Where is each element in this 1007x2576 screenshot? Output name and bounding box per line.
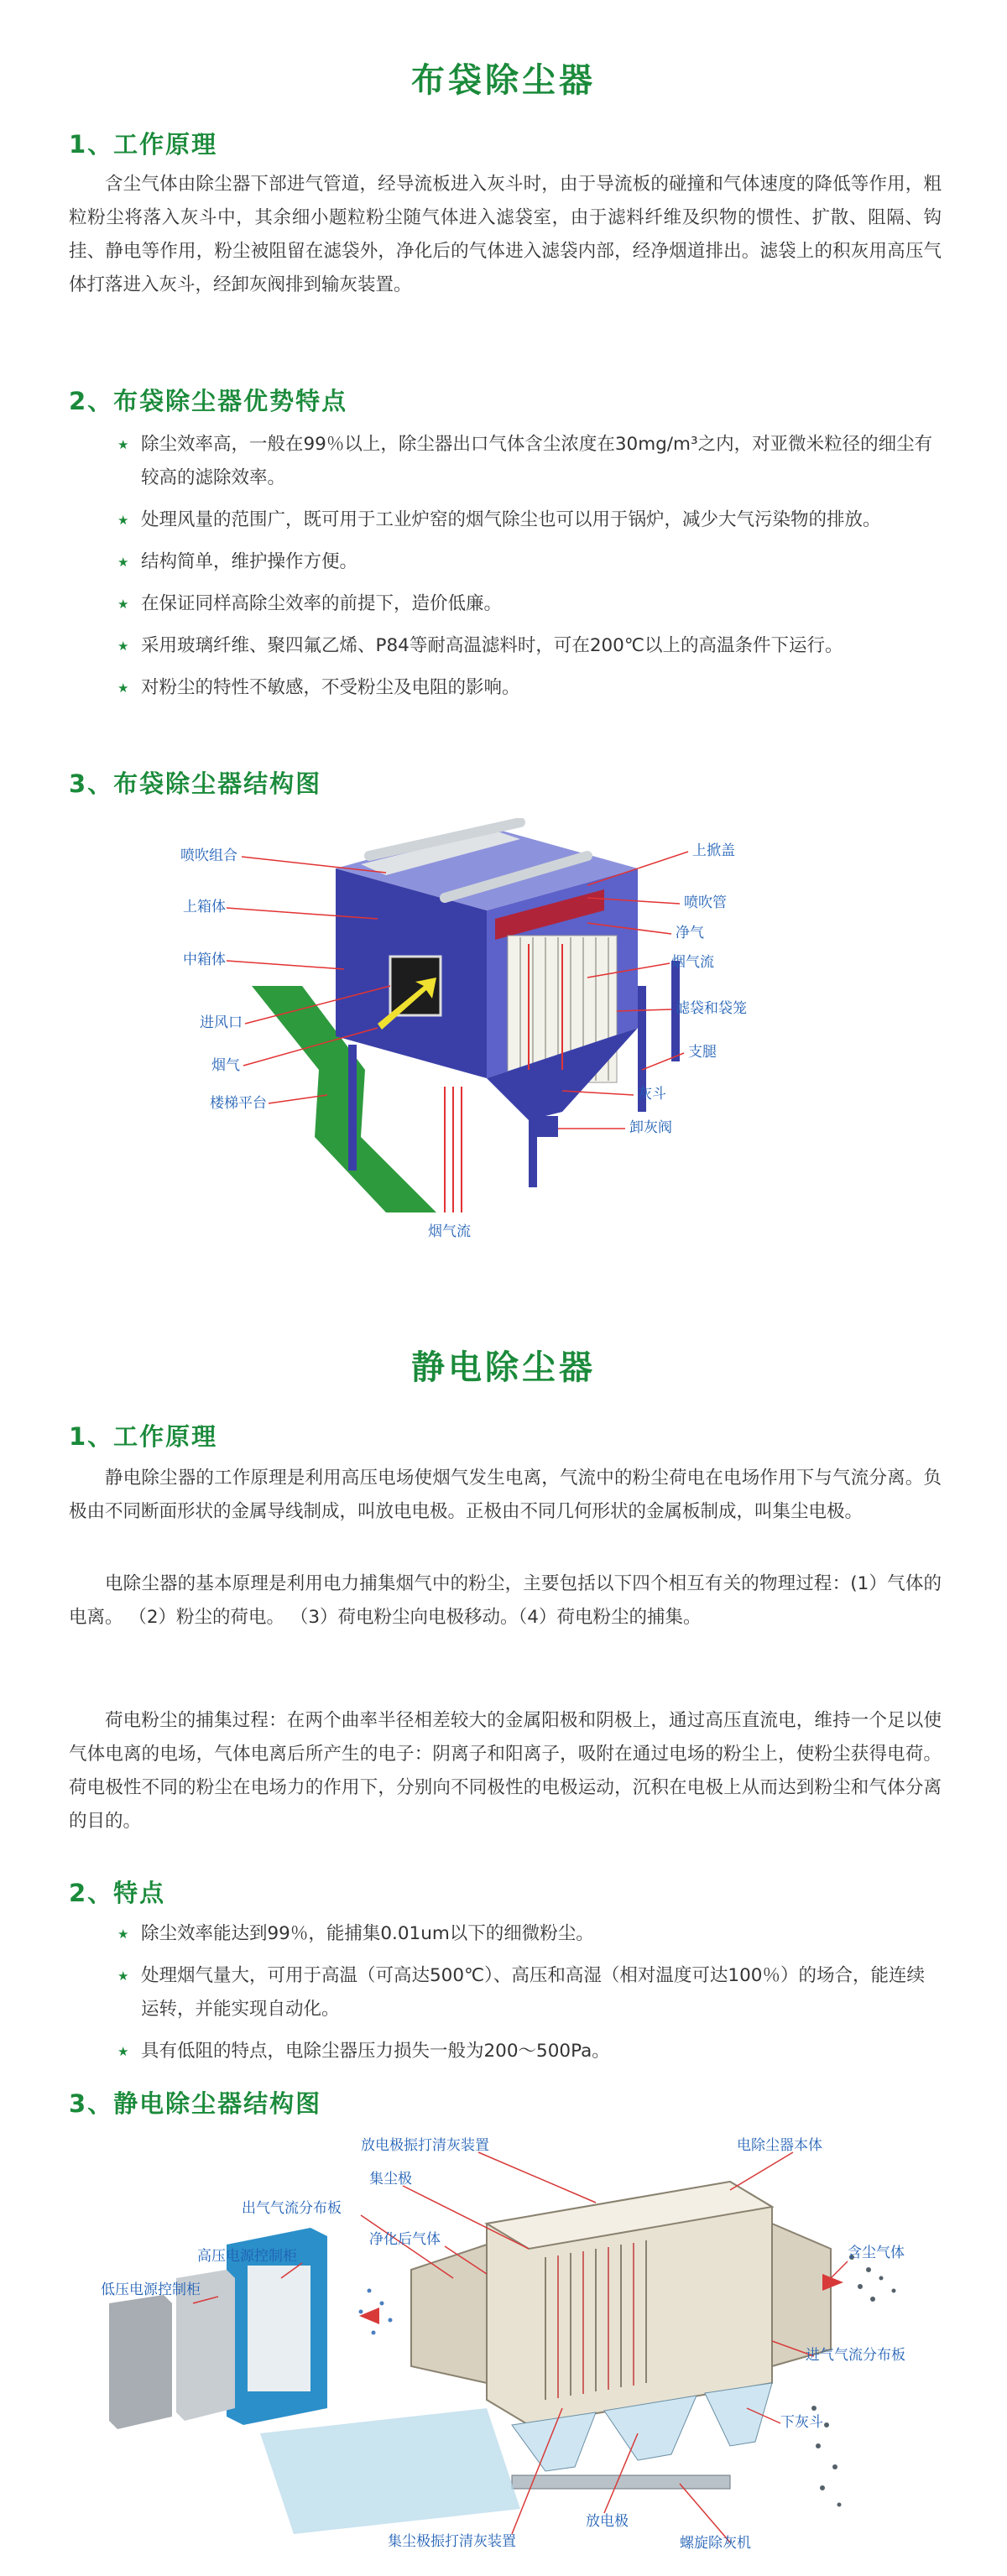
label-hv-cabinet: 高压电源控制柜 xyxy=(197,2248,297,2265)
list-item: ★ 除尘效率能达到99％，能捕集0.01um以下的细微粉尘。 xyxy=(117,1917,940,1951)
hv-cabinet-panel xyxy=(248,2266,310,2391)
star-icon: ★ xyxy=(117,555,129,570)
label-smoke: 烟气 xyxy=(211,1057,240,1074)
label-collector: 集尘极 xyxy=(369,2171,412,2188)
label-filter-bag: 滤袋和袋笼 xyxy=(676,1000,747,1017)
esp-principle-text-1: 静电除尘器的工作原理是利用高压电场使烟气发生电离，气流中的粉尘荷电在电场作用下与气流分离。负极由不同断面形状的金属导线制成，叫放电电极。正极由不同几何形状的金属板制成，叫集尘电极。 xyxy=(69,1468,942,1522)
list-item: ★ 采用玻璃纤维、聚四氟乙烯、P84等耐高温滤料时，可在200℃以上的高温条件下运行。 xyxy=(117,629,940,663)
label-smoke-flow: 烟气流 xyxy=(671,954,714,971)
bag-advantages-heading: 2、布袋除尘器优势特点 xyxy=(69,387,348,415)
star-icon: ★ xyxy=(117,681,129,696)
list-item: ★ 处理烟气量大，可用于高温（可高达500℃）、高压和高湿（相对温度可达100％）的场合，能连续运转，并能实现自动化。 xyxy=(117,1959,940,2026)
star-icon: ★ xyxy=(117,639,129,654)
label-discharge-valve: 卸灰阀 xyxy=(629,1119,672,1136)
label-body: 电除尘器本体 xyxy=(737,2137,822,2154)
label-upper-box: 上箱体 xyxy=(183,899,226,915)
label-discharge-electrode: 放电极 xyxy=(586,2513,629,2530)
label-screw: 螺旋除灰机 xyxy=(680,2535,751,2551)
star-icon: ★ xyxy=(117,1927,129,1942)
esp-title: 静电除尘器 xyxy=(411,1348,596,1387)
label-smoke-flow-bottom: 烟气流 xyxy=(428,1223,471,1240)
esp-principle-heading: 1、工作原理 xyxy=(69,1422,218,1451)
esp-features-list xyxy=(117,1917,940,2077)
star-icon: ★ xyxy=(117,2044,129,2059)
star-icon: ★ xyxy=(117,597,129,612)
label-dusty-gas: 含尘气体 xyxy=(848,2245,905,2261)
bag-principle-text: 含尘气体由除尘器下部进气管道，经导流板进入灰斗时，由于导流板的碰撞和气体速度的降低等作用，粗粒粉尘将落入灰斗中，其余细小题粒粉尘随气体进入滤袋室，由于滤料纤维及织物的惯性、扩散、阻隔、钩挂、静电等作用，粉尘被阻留在滤袋外，净化后的气体进入滤袋内部，经净烟道排出。滤袋上的积灰用高压气体打落进入灰斗，经卸灰阀排到输灰装置。 xyxy=(69,174,942,295)
list-item: ★ 具有低阻的特点，电除尘器压力损失一般为200～500Pa。 xyxy=(117,2035,940,2068)
support-leg xyxy=(348,1045,357,1171)
label-lv-cabinet: 低压电源控制柜 xyxy=(101,2281,201,2298)
label-middle-box: 中箱体 xyxy=(183,952,226,968)
esp-diagram xyxy=(92,2131,940,2551)
label-clean-gas: 净化后气体 xyxy=(369,2231,441,2248)
label-spray-pipe: 喷吹管 xyxy=(684,894,727,911)
label-outlet-plate: 出气气流分布板 xyxy=(242,2200,342,2217)
esp-diagram-heading: 3、静电除尘器结构图 xyxy=(69,2089,322,2118)
list-item: ★ 在保证同样高除尘效率的前提下，造价低廉。 xyxy=(117,587,940,621)
label-stair: 楼梯平台 xyxy=(210,1095,267,1112)
bag-advantages-list xyxy=(117,428,940,713)
bag-title: 布袋除尘器 xyxy=(411,61,596,100)
base-platform xyxy=(260,2408,520,2534)
star-icon: ★ xyxy=(117,513,129,528)
list-item: ★ 对粉尘的特性不敏感，不受粉尘及电阻的影响。 xyxy=(117,671,940,705)
list-item: ★ 处理风量的范围广，既可用于工业炉窑的烟气除尘也可以用于锅炉，减少大气污染物的排放。 xyxy=(117,503,940,537)
outlet-horn xyxy=(411,2245,487,2383)
star-icon: ★ xyxy=(117,437,129,452)
bag-principle-heading: 1、工作原理 xyxy=(69,130,218,159)
label-collector-rapper: 集尘极振打清灰装置 xyxy=(388,2533,516,2550)
label-clean-gas: 净气 xyxy=(676,925,704,941)
bag-diagram-heading: 3、布袋除尘器结构图 xyxy=(69,769,322,798)
esp-principle-text-3: 荷电粉尘的捕集过程：在两个曲率半径相差较大的金属阳极和阴极上，通过高压直流电，维持一个足以使气体电离的电场，气体电离后所产生的电子：阴离子和阳离子，吸附在通过电场的粉尘上，使粉尘获得电荷。荷电极性不同的粉尘在电场力的作用下，分别向不同极性的电极运动，沉积在电极上从而达到粉尘和气体分离的目的。 xyxy=(69,1710,942,1832)
list-item: ★ 结构简单，维护操作方便。 xyxy=(117,545,940,579)
label-spray: 喷吹组合 xyxy=(180,847,237,864)
label-inlet: 进风口 xyxy=(200,1014,243,1031)
label-top-cover: 上掀盖 xyxy=(692,842,735,859)
label-inlet-plate: 进气气流分布板 xyxy=(806,2347,905,2364)
bag-filter-diagram xyxy=(168,818,856,1263)
label-hopper: 下灰斗 xyxy=(780,2414,823,2431)
list-item: ★ 除尘效率高，一般在99％以上，除尘器出口气体含尘浓度在30mg/m³之内，对亚微米粒径的细尘有较高的滤除效率。 xyxy=(117,428,940,495)
label-hopper: 灰斗 xyxy=(638,1086,666,1103)
star-icon: ★ xyxy=(117,1969,129,1984)
esp-features-heading: 2、特点 xyxy=(69,1879,166,1907)
label-discharge-rapper: 放电极振打清灰装置 xyxy=(361,2137,489,2154)
lv-cabinet-small xyxy=(109,2295,172,2429)
esp-principle-text-2: 电除尘器的基本原理是利用电力捕集烟气中的粉尘，主要包括以下四个相互有关的物理过程：(1）气体的电离。 （2）粉尘的荷电。 （3）荷电粉尘向电极移动。（4）荷电粉尘的捕集。 xyxy=(69,1573,942,1628)
label-support: 支腿 xyxy=(688,1044,717,1061)
screw-conveyor xyxy=(512,2475,730,2489)
discharge-valve xyxy=(537,1116,558,1137)
